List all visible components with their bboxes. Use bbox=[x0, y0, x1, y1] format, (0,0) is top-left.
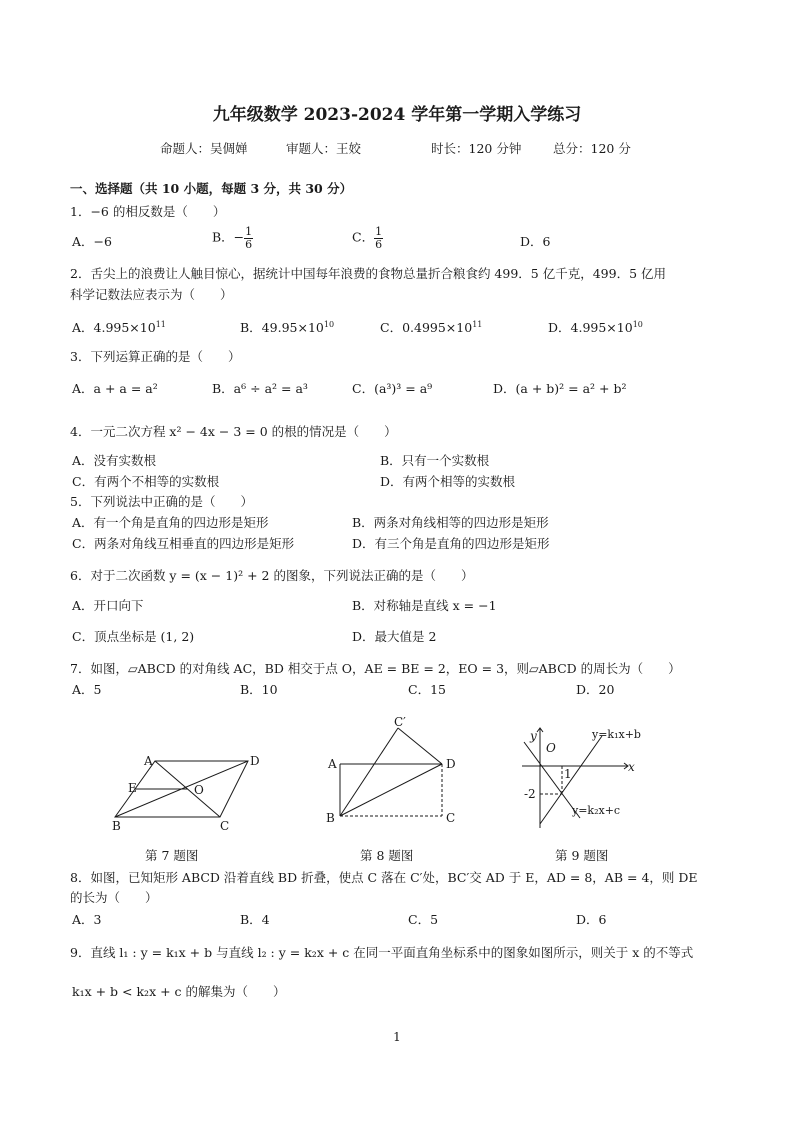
figure-9 bbox=[510, 722, 685, 840]
fig8-segment-c-prime-d bbox=[398, 728, 442, 764]
figure-9-caption: 第 9 题图 bbox=[555, 848, 609, 863]
q3-option-b: B．a⁶ ÷ a² = a³ bbox=[212, 381, 308, 396]
page-title: 九年级数学 2023-2024 学年第一学期入学练习 bbox=[212, 105, 582, 125]
q9-stem-line2: k₁x + b < k₂x + c 的解集为（ ） bbox=[72, 984, 286, 999]
q1-option-b: B．− $\frac{1}{6}$ bbox=[212, 225, 253, 251]
fig7-label-d: D bbox=[250, 754, 260, 768]
fig7-label-a: A bbox=[144, 754, 153, 768]
q8-stem-line2: 的长为（ ） bbox=[70, 890, 158, 905]
q2-stem-line1: 2．舌尖上的浪费让人触目惊心，据统计中国每年浪费的食物总量折合粮食约 499．5 亿千克，499．5 亿用 bbox=[70, 266, 666, 281]
fig9-label-x: x bbox=[628, 760, 635, 774]
q2-option-a: A．$4.995\times 10^{11}$ bbox=[72, 320, 166, 335]
total-score: 总分：120 分 bbox=[553, 141, 631, 156]
figure-8 bbox=[318, 716, 468, 831]
q3-option-d: D．(a + b)² = a² + b² bbox=[493, 381, 627, 396]
fig9-label-neg2: -2 bbox=[524, 787, 536, 801]
q4-stem: 4．一元二次方程 x² − 4x − 3 = 0 的根的情况是（ ） bbox=[70, 424, 397, 439]
q8-option-b: B．4 bbox=[240, 912, 270, 927]
fig8-label-b: B bbox=[326, 811, 335, 825]
fig9-label-y: y bbox=[530, 729, 537, 743]
fig8-label-a: A bbox=[328, 757, 337, 771]
q6-option-c: C．顶点坐标是 (1, 2) bbox=[72, 629, 195, 644]
fig7-label-b: B bbox=[112, 819, 121, 833]
q6-option-a: A．开口向下 bbox=[72, 598, 144, 613]
q3-option-a: A．a + a = a² bbox=[72, 381, 158, 396]
q4-option-b: B．只有一个实数根 bbox=[380, 453, 490, 468]
q7-stem: 7．如图，▱ABCD 的对角线 AC，BD 相交于点 O，AE = BE = 2，EO = 3，则▱ABCD 的周长为（ ） bbox=[70, 661, 681, 676]
q5-option-b: B．两条对角线相等的四边形是矩形 bbox=[352, 515, 549, 530]
q5-option-c: C．两条对角线互相垂直的四边形是矩形 bbox=[72, 536, 295, 551]
author: 命题人：吴倜婵 bbox=[160, 141, 248, 156]
q7-option-d: D．20 bbox=[576, 682, 615, 697]
fig9-label-o: O bbox=[546, 741, 556, 755]
q3-stem: 3．下列运算正确的是（ ） bbox=[70, 349, 241, 364]
fig8-label-d: D bbox=[446, 757, 456, 771]
q1-option-c: C． $\frac{1}{6}$ bbox=[352, 225, 383, 251]
q9-stem-line1: 9．直线 l₁ : y = k₁x + b 与直线 l₂ : y = k₂x + c 在同一平面直角坐标系中的图象如图所示，则关于 x 的不等式 bbox=[70, 945, 694, 960]
q3-option-c: C．(a³)³ = a⁹ bbox=[352, 381, 433, 396]
q4-option-d: D．有两个相等的实数根 bbox=[380, 474, 516, 489]
fig9-label-l2: y=k₂x+c bbox=[572, 804, 621, 817]
reviewer: 审题人：王姣 bbox=[286, 141, 362, 156]
fig7-label-c: C bbox=[220, 819, 230, 833]
q2-option-b: B．$49.95\times 10^{10}$ bbox=[240, 320, 335, 335]
q1-option-d: D．6 bbox=[520, 234, 551, 249]
fig8-segment-bc-prime bbox=[340, 728, 398, 816]
section-title: 一、选择题（共 10 小题，每题 3 分，共 30 分） bbox=[70, 181, 353, 196]
q6-option-b: B．对称轴是直线 x = −1 bbox=[352, 598, 497, 613]
fig8-diagonal-bd bbox=[340, 764, 442, 816]
fig8-label-c-prime: C′ bbox=[394, 716, 406, 729]
figure-7-caption: 第 7 题图 bbox=[145, 848, 199, 863]
q4-option-c: C．有两个不相等的实数根 bbox=[72, 474, 220, 489]
figure-8-caption: 第 8 题图 bbox=[360, 848, 414, 863]
q1-stem: 1．−6 的相反数是（ ） bbox=[70, 204, 226, 219]
q8-option-d: D．6 bbox=[576, 912, 607, 927]
page-number: 1 bbox=[393, 1030, 401, 1044]
q1-option-a: A．−6 bbox=[72, 234, 112, 249]
q4-option-a: A．没有实数根 bbox=[72, 453, 157, 468]
fig9-label-l1: y=k₁x+b bbox=[592, 728, 641, 741]
q2-stem-line2: 科学记数法应表示为（ ） bbox=[70, 287, 233, 302]
q7-option-a: A．5 bbox=[72, 682, 102, 697]
q5-stem: 5．下列说法中正确的是（ ） bbox=[70, 494, 253, 509]
q7-option-c: C．15 bbox=[408, 682, 446, 697]
fig8-label-c: C bbox=[446, 811, 456, 825]
q6-option-d: D．最大值是 2 bbox=[352, 629, 437, 644]
q2-option-c: C．$0.4995\times 10^{11}$ bbox=[380, 320, 483, 335]
q8-option-c: C．5 bbox=[408, 912, 439, 927]
duration: 时长：120 分钟 bbox=[431, 141, 522, 156]
q8-option-a: A．3 bbox=[72, 912, 102, 927]
fig9-label-one: 1 bbox=[564, 767, 572, 781]
figure-7 bbox=[100, 748, 275, 833]
q2-option-d: D．$4.995\times 10^{10}$ bbox=[548, 320, 643, 335]
q8-stem-line1: 8．如图，已知矩形 ABCD 沿着直线 BD 折叠，使点 C 落在 C′处，BC′交 AD 于 E，AD = 8，AB = 4，则 DE bbox=[70, 870, 698, 885]
q5-option-d: D．有三个角是直角的四边形是矩形 bbox=[352, 536, 550, 551]
q7-option-b: B．10 bbox=[240, 682, 278, 697]
fig7-label-o: O bbox=[194, 783, 204, 797]
q5-option-a: A．有一个角是直角的四边形是矩形 bbox=[72, 515, 269, 530]
fig7-label-e: E bbox=[128, 781, 137, 795]
q6-stem: 6．对于二次函数 y = (x − 1)² + 2 的图象，下列说法正确的是（ ） bbox=[70, 568, 474, 583]
